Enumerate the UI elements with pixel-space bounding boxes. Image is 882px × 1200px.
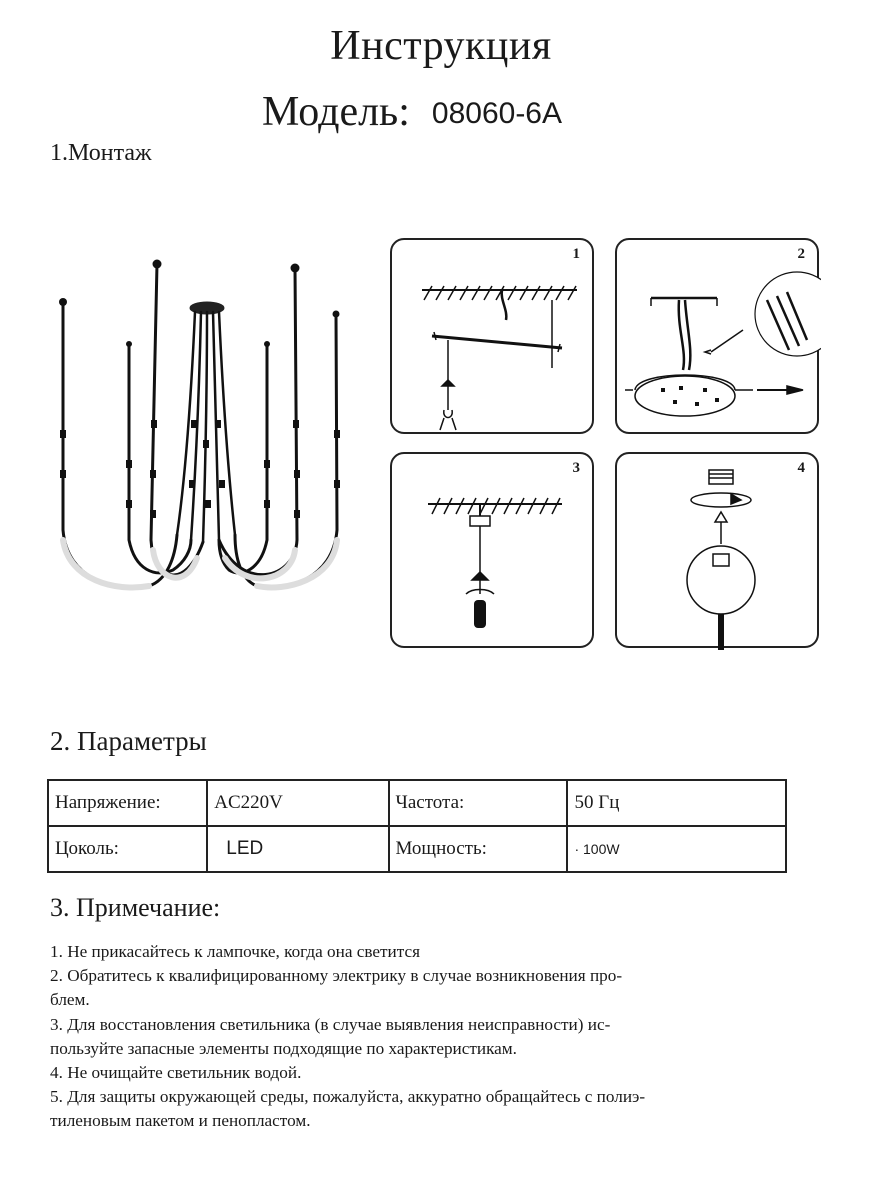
step-4-panel — [615, 452, 819, 648]
notes-heading: 3. Примечание: — [50, 893, 221, 922]
step-1-number: 1 — [572, 246, 580, 262]
model-label: Модель: — [262, 89, 410, 135]
table-row — [48, 780, 786, 826]
parameters-heading: 2. Параметры — [50, 726, 207, 756]
table-row — [48, 826, 786, 872]
step-3-panel — [390, 452, 594, 648]
socket-label: Цоколь: — [48, 826, 207, 872]
note-line: 4. Не очищайте светильник водой. — [50, 1063, 302, 1083]
note-line: 1. Не прикасайтесь к лампочке, когда она светится — [50, 942, 420, 961]
installation-heading: 1.Монтаж — [50, 140, 152, 166]
notes-list — [50, 940, 840, 1134]
bulb-install-illustration — [617, 454, 821, 650]
model-number: 08060-6A — [431, 97, 562, 130]
frequency-label: Частота: — [389, 780, 568, 826]
socket-value: LED — [207, 826, 388, 872]
chandelier-illustration — [45, 240, 365, 620]
note-line: блем. — [50, 990, 90, 1010]
voltage-label: Напряжение: — [48, 780, 207, 826]
canopy-mount-illustration — [392, 454, 596, 650]
step-2-panel — [615, 238, 819, 434]
note-line: пользуйте запасные элементы подходящие по характеристикам. — [50, 1038, 517, 1058]
power-value: · 100W — [567, 826, 786, 872]
voltage-value: AC220V — [207, 780, 388, 826]
frequency-value: 50 Гц — [567, 780, 786, 826]
ceiling-bracket-illustration — [392, 240, 596, 436]
parameters-table — [47, 779, 787, 873]
note-line: 2. Обратитесь к квалифицированному электрику в случае возникновения про- — [50, 966, 623, 986]
model-row — [262, 88, 562, 136]
document-title: Инструкция — [330, 23, 552, 69]
note-line: 3. Для восстановления светильника (в случае выявления неисправности) ис- — [50, 1014, 611, 1034]
step-1-panel — [390, 238, 594, 434]
power-label: Мощность: — [389, 826, 568, 872]
note-line: тиленовым пакетом и пенопластом. — [50, 1111, 311, 1131]
step-3-number: 3 — [572, 460, 580, 476]
wire-connection-illustration — [617, 240, 821, 436]
step-2-number: 2 — [797, 246, 805, 262]
note-line: 5. Для защиты окружающей среды, пожалуйста, аккуратно обращайтесь с полиэ- — [50, 1087, 646, 1107]
step-4-number: 4 — [797, 460, 805, 476]
